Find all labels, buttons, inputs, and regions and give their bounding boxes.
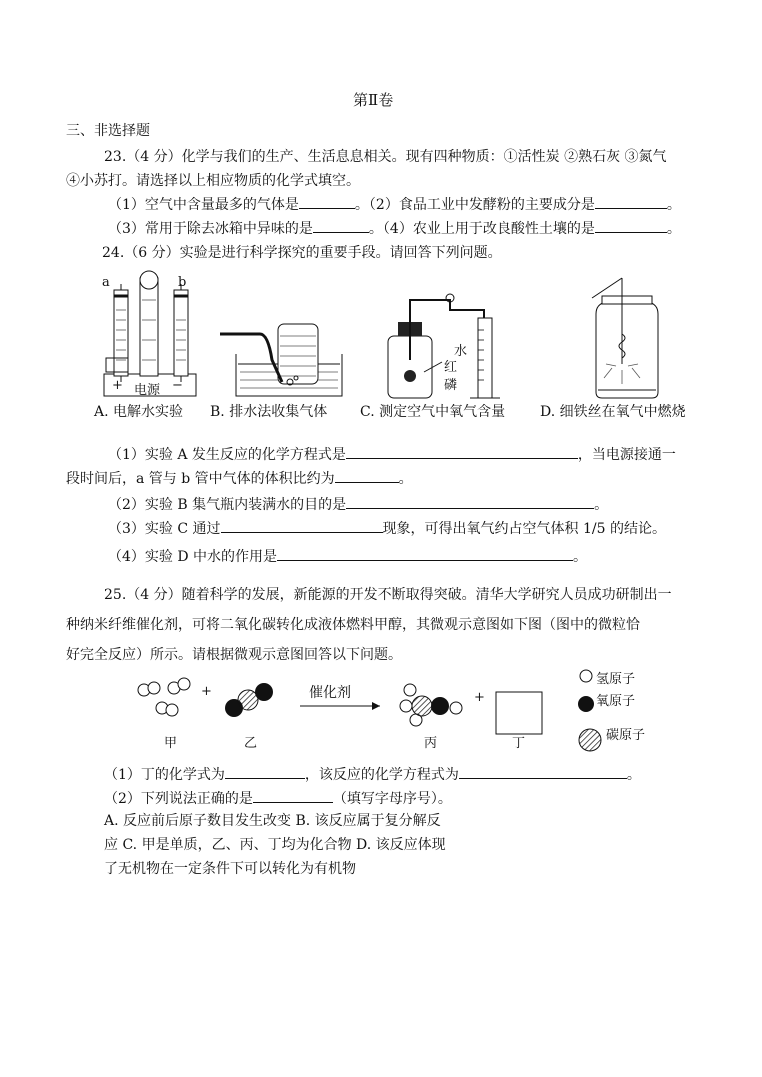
negative-terminal-label: − bbox=[172, 378, 183, 393]
q24-sub1-line1 bbox=[108, 444, 676, 464]
oxygen-atom-icon bbox=[578, 696, 594, 712]
answer-blank[interactable] bbox=[346, 494, 594, 509]
legend-oxygen: 氧原子 bbox=[596, 694, 636, 709]
reaction-micro-diagram bbox=[130, 668, 560, 740]
answer-blank[interactable] bbox=[299, 194, 355, 209]
q25-sub2 bbox=[104, 788, 452, 808]
q25-s2a: （2）下列说法正确的是 bbox=[104, 791, 253, 807]
q23-p2b: 。（4）农业上用于改良酸性土壤的是 bbox=[368, 221, 595, 237]
answer-blank[interactable] bbox=[225, 764, 305, 779]
page-title: 第Ⅱ卷 bbox=[353, 91, 394, 109]
hydrogen-atom-icon bbox=[580, 670, 592, 682]
tube-b-label: b bbox=[178, 275, 187, 290]
answer-blank[interactable] bbox=[595, 194, 667, 209]
caption-d: D. 细铁丝在氧气中燃烧 bbox=[540, 404, 686, 420]
q25-s1b: ，该反应的化学方程式为 bbox=[304, 767, 459, 783]
water-label: 水 bbox=[454, 344, 468, 359]
q25-s2b: （填写字母序号）。 bbox=[332, 791, 452, 807]
iron-wire-combustion-figure bbox=[582, 274, 672, 402]
q23-part1 bbox=[108, 194, 681, 214]
q24-s1d: 。 bbox=[398, 471, 413, 487]
caption-b: B. 排水法收集气体 bbox=[210, 404, 328, 420]
q23-line2: ④小苏打。请选择以上相应物质的化学式填空。 bbox=[66, 173, 360, 189]
q23-p1b: 。（2）食品工业中发酵粉的主要成分是 bbox=[354, 197, 595, 213]
q23-p1c: 。 bbox=[666, 197, 681, 213]
q24-s4a: （4）实验 D 中水的作用是 bbox=[108, 549, 278, 565]
answer-blank[interactable] bbox=[335, 468, 399, 483]
q25-option-line3: 了无机物在一定条件下可以转化为有机物 bbox=[104, 861, 356, 877]
q23-p2c: 。 bbox=[666, 221, 681, 237]
q25-line1: 25.（4 分）随着科学的发展，新能源的开发不断取得突破。清华大学研究人员成功研制出一 bbox=[104, 587, 672, 603]
answer-blank[interactable] bbox=[253, 788, 333, 803]
catalyst-label: 催化剂 bbox=[309, 685, 351, 701]
caption-c: C. 测定空气中氧气含量 bbox=[360, 404, 506, 420]
q24-s3a: （3）实验 C 通过 bbox=[108, 521, 221, 537]
q25-option-line1: A. 反应前后原子数目发生改变 B. 该反应属于复分解反 bbox=[104, 813, 441, 829]
q23-part2 bbox=[108, 218, 681, 238]
answer-blank[interactable] bbox=[459, 764, 627, 779]
answer-blank[interactable] bbox=[346, 444, 578, 459]
plus-sign: + bbox=[201, 684, 212, 699]
plus-sign-2: + bbox=[474, 690, 485, 705]
q24-sub4 bbox=[108, 546, 587, 566]
q25-s1a: （1）丁的化学式为 bbox=[104, 767, 225, 783]
q23-line1: 23.（4 分）化学与我们的生产、生活息息相关。现有四种物质：①活性炭 ②熟石灰 ③氮气 bbox=[104, 149, 667, 165]
q24-s1b: ，当电源接通一 bbox=[577, 447, 676, 463]
label-bing: 丙 bbox=[424, 736, 438, 751]
label-jia: 甲 bbox=[164, 736, 178, 751]
legend-carbon: 碳原子 bbox=[606, 728, 646, 743]
q25-sub1 bbox=[104, 764, 641, 784]
q24-s2a: （2）实验 B 集气瓶内装满水的目的是 bbox=[108, 497, 347, 513]
q24-sub1-line2 bbox=[66, 468, 413, 488]
positive-terminal-label: + bbox=[112, 378, 123, 393]
label-yi: 乙 bbox=[244, 736, 258, 751]
q24-s4b: 。 bbox=[573, 549, 588, 565]
section-heading: 三、非选择题 bbox=[66, 123, 150, 139]
q23-p1a: （1）空气中含量最多的气体是 bbox=[108, 197, 299, 213]
water-displacement-figure bbox=[216, 320, 346, 400]
red-phosphorus-label-1: 红 bbox=[444, 360, 458, 375]
q24-intro: 24.（6 分）实验是进行科学探究的重要手段。请回答下列问题。 bbox=[102, 245, 502, 261]
q25-option-line2: 应 C. 甲是单质，乙、丙、丁均为化合物 D. 该反应体现 bbox=[104, 837, 446, 853]
q24-s3b: 现象，可得出氧气约占空气体积 1/5 的结论。 bbox=[382, 521, 666, 537]
q24-s1a: （1）实验 A 发生反应的化学方程式是 bbox=[108, 447, 346, 463]
carbon-atom-icon bbox=[579, 729, 601, 751]
q25-line3: 好完全反应）所示。请根据微观示意图回答以下问题。 bbox=[66, 647, 402, 663]
tube-a-label: a bbox=[102, 275, 110, 290]
q24-sub3 bbox=[108, 518, 666, 538]
q23-p2a: （3）常用于除去冰箱中异味的是 bbox=[108, 221, 313, 237]
label-ding: 丁 bbox=[512, 736, 526, 751]
power-source-label: 电源 bbox=[134, 383, 161, 398]
red-phosphorus-label-2: 磷 bbox=[444, 378, 458, 393]
q25-line2: 种纳米纤维催化剂，可将二氧化碳转化成液体燃料甲醇，其微观示意图如下图（图中的微粒恰 bbox=[66, 617, 640, 633]
q24-s2b: 。 bbox=[594, 497, 609, 513]
legend-hydrogen: 氢原子 bbox=[596, 672, 636, 687]
answer-blank[interactable] bbox=[221, 518, 383, 533]
answer-blank[interactable] bbox=[313, 218, 369, 233]
q24-s1c: 段时间后，a 管与 b 管中气体的体积比约为 bbox=[66, 471, 335, 487]
caption-a: A. 电解水实验 bbox=[94, 404, 184, 420]
q25-s1c: 。 bbox=[626, 767, 641, 783]
answer-blank[interactable] bbox=[595, 218, 667, 233]
answer-blank[interactable] bbox=[277, 546, 573, 561]
q24-sub2 bbox=[108, 494, 608, 514]
